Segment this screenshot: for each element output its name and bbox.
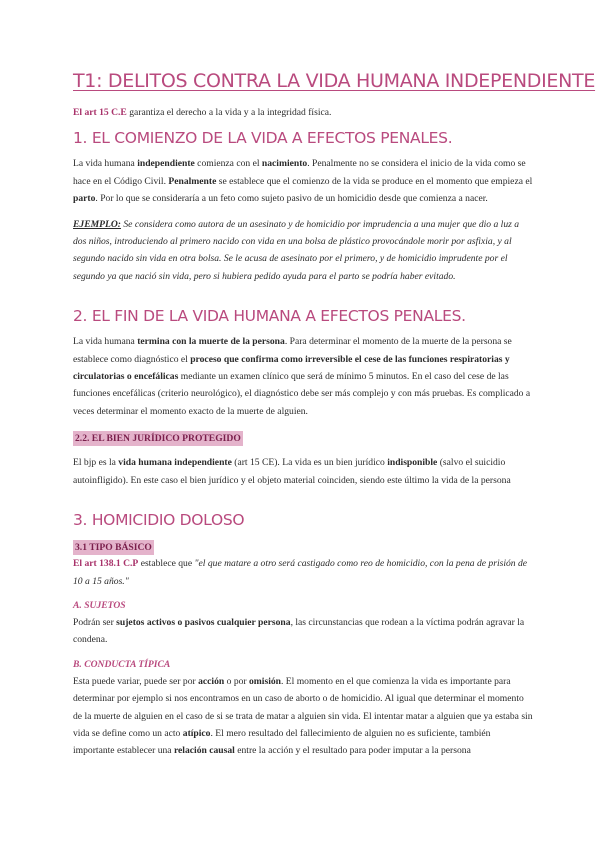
subsection-b-paragraph: Esta puede variar, puede ser por acción o por omisión. El momento en el que comienza la vida es importante para determinar por ejemplo si nos encontramos en un caso de aborto o de homicidio. Al igual que determinar el momento de la muerte de alguien en el caso de si se trata de matar a alguien sin vida. El intentar matar a alguien que ya estaba sin vida se define como un acto atípico. El mero resultado del fallecimiento de alguien no es suficiente, también importante establecer una relación causal entre la acción y el resultado para poder imputar a la persona [73,675,533,757]
example-label: EJEMPLO: [73,218,121,230]
section-2-paragraph: La vida humana termina con la muerte de la persona. Para determinar el momento de la muerte de la persona se establece como diagnóstico el proceso que confirma como irreversible el cese de las funciones respiratorias y circulatorias o encefálicas mediante un examen clínico que será de mínimo 5 minutos. En el caso del cese de las funciones encefálicas (criterio neurológico), el diagnóstico debe ser más complejo y con más pruebas. Es complicado a veces determinar el momento exacto de la muerte de alguien. [73,336,531,417]
document-content [73,70,596,760]
subsection-2-2-heading: 2.2. EL BIEN JURÍDICO PROTEGIDO [75,433,241,445]
subsection-a-paragraph: Podrán ser sujetos activos o pasivos cualquier persona, las circunstancias que rodean a la víctima podrán agravar la condena. [73,616,525,646]
subsection-3-1-heading: 3.1 TIPO BÁSICO [75,542,152,554]
intro-reference: El art 15 C.E [73,107,127,118]
subsection-3-1-paragraph: El art 138.1 C.P establece que "el que matare a otro será castigado como reo de homicidio, con la pena de prisión de 10 a 15 años." [73,558,528,587]
article-reference: El art 138.1 C.P [73,558,139,570]
example-paragraph: EJEMPLO: Se considera como autora de un asesinato y de homicidio por imprudencia a una mujer que dio a luz a dos niños, introduciendo al primero nacido con vida en una bolsa de plástico provocándole morir por asfixia, y al segundo nacido sin vida en otra bolsa. Se le acusa de asesinato por el primero, y de homicidio imprudente por el segundo ya que nació sin vida, pero si hubiera pedido ayuda para el parto se podría haber evitado. [73,218,520,282]
subsection-a-heading: A. SUJETOS [73,599,126,611]
section-1-heading: 1. EL COMIENZO DE LA VIDA A EFECTOS PENALES. [73,129,453,148]
subsection-2-2-paragraph: El bjp es la vida humana independiente (art 15 CE). La vida es un bien jurídico indisponible (salvo el suicidio autoinfligido). En este caso el bien jurídico y el objeto material coinciden, siendo este último la vida de la persona [73,457,511,486]
article-quote: "el que matare a otro será castigado como reo de homicidio, con la pena de prisión de 10 a 15 años." [73,558,528,587]
section-1-paragraph: La vida humana independiente comienza con el nacimiento. Penalmente no se considera el inicio de la vida como se hace en el Código Civil. Penalmente se establece que el comienzo de la vida se produce en el momento que empieza el parto. Por lo que se consideraría a un feto como sujeto pasivo de un homicidio desde que comienza a nacer. [73,158,533,205]
section-3-heading: 3. HOMICIDIO DOLOSO [73,511,245,530]
document-title: T1: DELITOS CONTRA LA VIDA HUMANA INDEPENDIENTE [73,70,596,92]
subsection-b-heading: B. CONDUCTA TÍPICA [73,658,171,670]
intro-paragraph: El art 15 C.E garantiza el derecho a la vida y a la integridad física. [73,107,332,118]
section-2-heading: 2. EL FIN DE LA VIDA HUMANA A EFECTOS PENALES. [73,307,466,326]
